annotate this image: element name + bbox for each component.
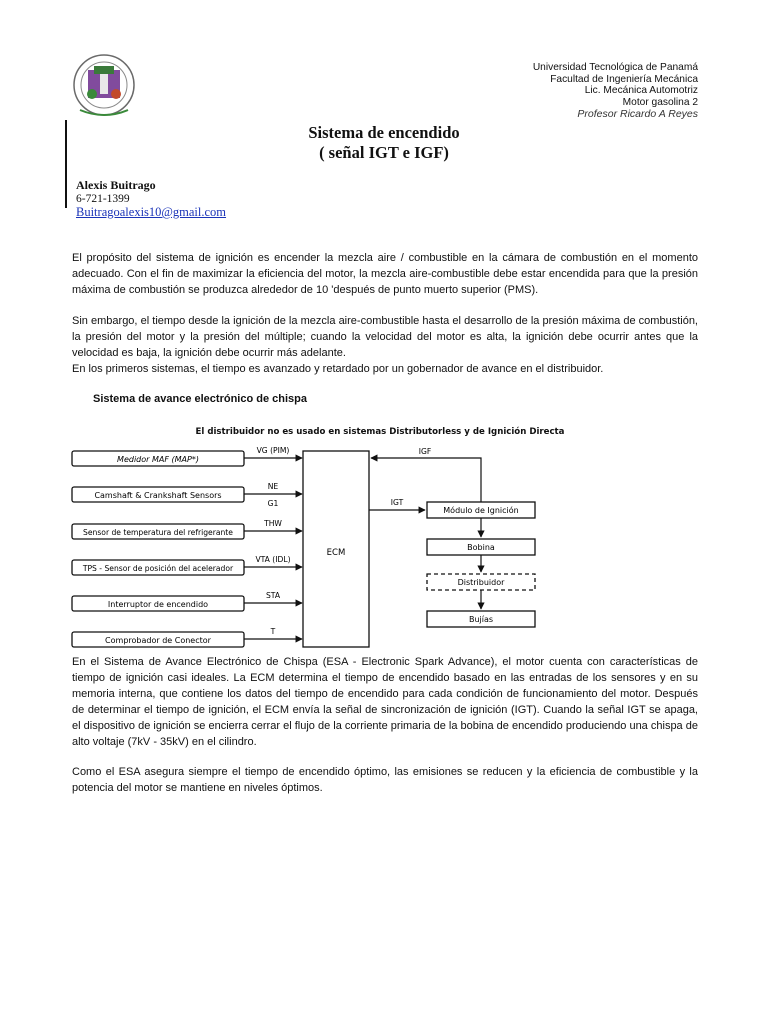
signal-t: T bbox=[270, 627, 276, 636]
output-box-spark-plugs bbox=[427, 611, 535, 627]
paragraph-timing-early: En los primeros sistemas, el tiempo es avanzado y retardado por un gobernador de avance en el distribuidor. bbox=[72, 363, 604, 375]
institution-header bbox=[398, 62, 698, 121]
input-box-connector-checker bbox=[72, 632, 244, 647]
section-heading: Sistema de avance electrónico de chispa bbox=[93, 393, 307, 405]
paragraph-esa: En el Sistema de Avance Electrónico de Chispa (ESA - Electronic Spark Advance), el motor cuenta con características de tiempo de ignición casi ideales. La ECM determina el tiempo de encendido basado en las entradas de los sensores y en su memoria interna, que contiene los datos del tiempo de encendido para cada condición de funcionamiento del motor. Después de determinar el tiempo de ignición, el ECM envía la señal de sincronización de ignición (IGT). Cuando la señal IGT se apaga, el dispositivo de ignición se encierra cerrar el flujo de la corriente primaria de la bobina de encendido produciendo una chispa de alto voltaje (7kV - 35kV) en el cilindro. bbox=[72, 656, 698, 748]
signal-ne: NE bbox=[267, 482, 279, 491]
author-block bbox=[76, 179, 226, 220]
professor-name: Profesor Ricardo A Reyes bbox=[577, 108, 698, 121]
svg-text:TPS - Sensor de posición del a: TPS - Sensor de posición del acelerador bbox=[82, 564, 234, 573]
svg-text:Sensor de temperatura del refr: Sensor de temperatura del refrigerante bbox=[83, 528, 233, 537]
program-name: Lic. Mecánica Automotriz bbox=[584, 85, 698, 97]
svg-text:Distribuidor: Distribuidor bbox=[457, 578, 505, 587]
document-title bbox=[0, 123, 768, 163]
signal-igt: IGT bbox=[390, 498, 404, 507]
output-box-coil bbox=[427, 539, 535, 555]
svg-text:Interruptor de encendido: Interruptor de encendido bbox=[107, 600, 209, 609]
signal-vg: VG (PIM) bbox=[256, 446, 290, 455]
signal-vta: VTA (IDL) bbox=[255, 555, 291, 564]
input-box-cam-crank bbox=[72, 487, 244, 502]
input-box-coolant-temp bbox=[72, 524, 244, 539]
signal-g1: G1 bbox=[267, 499, 279, 508]
output-box-distributor bbox=[427, 574, 535, 590]
diagram-caption: El distribuidor no es usado en sistemas Distributorless y de Ignición Directa bbox=[195, 427, 565, 437]
signal-sta: STA bbox=[265, 591, 281, 600]
paragraph-conclusion: Como el ESA asegura siempre el tiempo de encendido óptimo, las emisiones se reducen y la eficiencia de combustible y la potencia del motor se mantiene en niveles óptimos. bbox=[72, 766, 698, 794]
author-id: 6-721-1399 bbox=[76, 192, 130, 205]
svg-text:ECM: ECM bbox=[326, 548, 346, 558]
svg-text:Medidor MAF (MAP*): Medidor MAF (MAP*) bbox=[117, 455, 199, 464]
svg-text:Camshaft & Crankshaft Sensors: Camshaft & Crankshaft Sensors bbox=[94, 491, 222, 500]
svg-text:Bujías: Bujías bbox=[468, 615, 494, 624]
course-name: Motor gasolina 2 bbox=[622, 96, 698, 108]
author-email-link[interactable]: Buitragoalexis10@gmail.com bbox=[76, 205, 227, 219]
esa-block-diagram bbox=[70, 422, 698, 654]
signal-thw: THW bbox=[264, 519, 282, 528]
input-box-ignition-switch bbox=[72, 596, 244, 611]
output-box-ignition-module bbox=[427, 502, 535, 518]
university-name: Universidad Tecnológica de Panamá bbox=[532, 62, 698, 73]
university-logo bbox=[66, 52, 142, 122]
svg-text:Comprobador de Conector: Comprobador de Conector bbox=[105, 636, 211, 645]
paragraph-purpose: El propósito del sistema de ignición es encender la mezcla aire / combustible en la cámara de combustión en el momento adecuado. Con el fin de maximizar la eficiencia del motor, la mezcla aire-combustible debe estar encendida para que la presión máxima de combustión se produzca alrededor de 10 'después de punto muerto superior (PMS). bbox=[72, 252, 698, 296]
paragraph-timing-main: Sin embargo, el tiempo desde la ignición de la mezcla aire-combustible hasta el desarrollo de la presión máxima de combustión, la presión del motor y la presión del múltiple; cuando la velocidad del motor es alta, la ignición debe ocurrir antes que la velocidad es baja, la ignición debe ocurrir más adelante. bbox=[72, 315, 698, 359]
signal-igf: IGF bbox=[418, 447, 432, 456]
title-line-1: Sistema de encendido bbox=[308, 123, 460, 142]
author-name: Alexis Buitrago bbox=[76, 178, 156, 192]
ecm-box bbox=[303, 451, 369, 647]
title-line-2: ( señal IGT e IGF) bbox=[319, 143, 449, 162]
faculty-name: Facultad de Ingeniería Mecánica bbox=[550, 73, 698, 85]
svg-text:Módulo de Ignición: Módulo de Ignición bbox=[443, 506, 519, 515]
input-box-maf bbox=[72, 451, 244, 466]
paragraph-timing bbox=[72, 313, 698, 377]
input-box-tps bbox=[72, 560, 244, 575]
svg-text:Bobina: Bobina bbox=[467, 543, 495, 552]
